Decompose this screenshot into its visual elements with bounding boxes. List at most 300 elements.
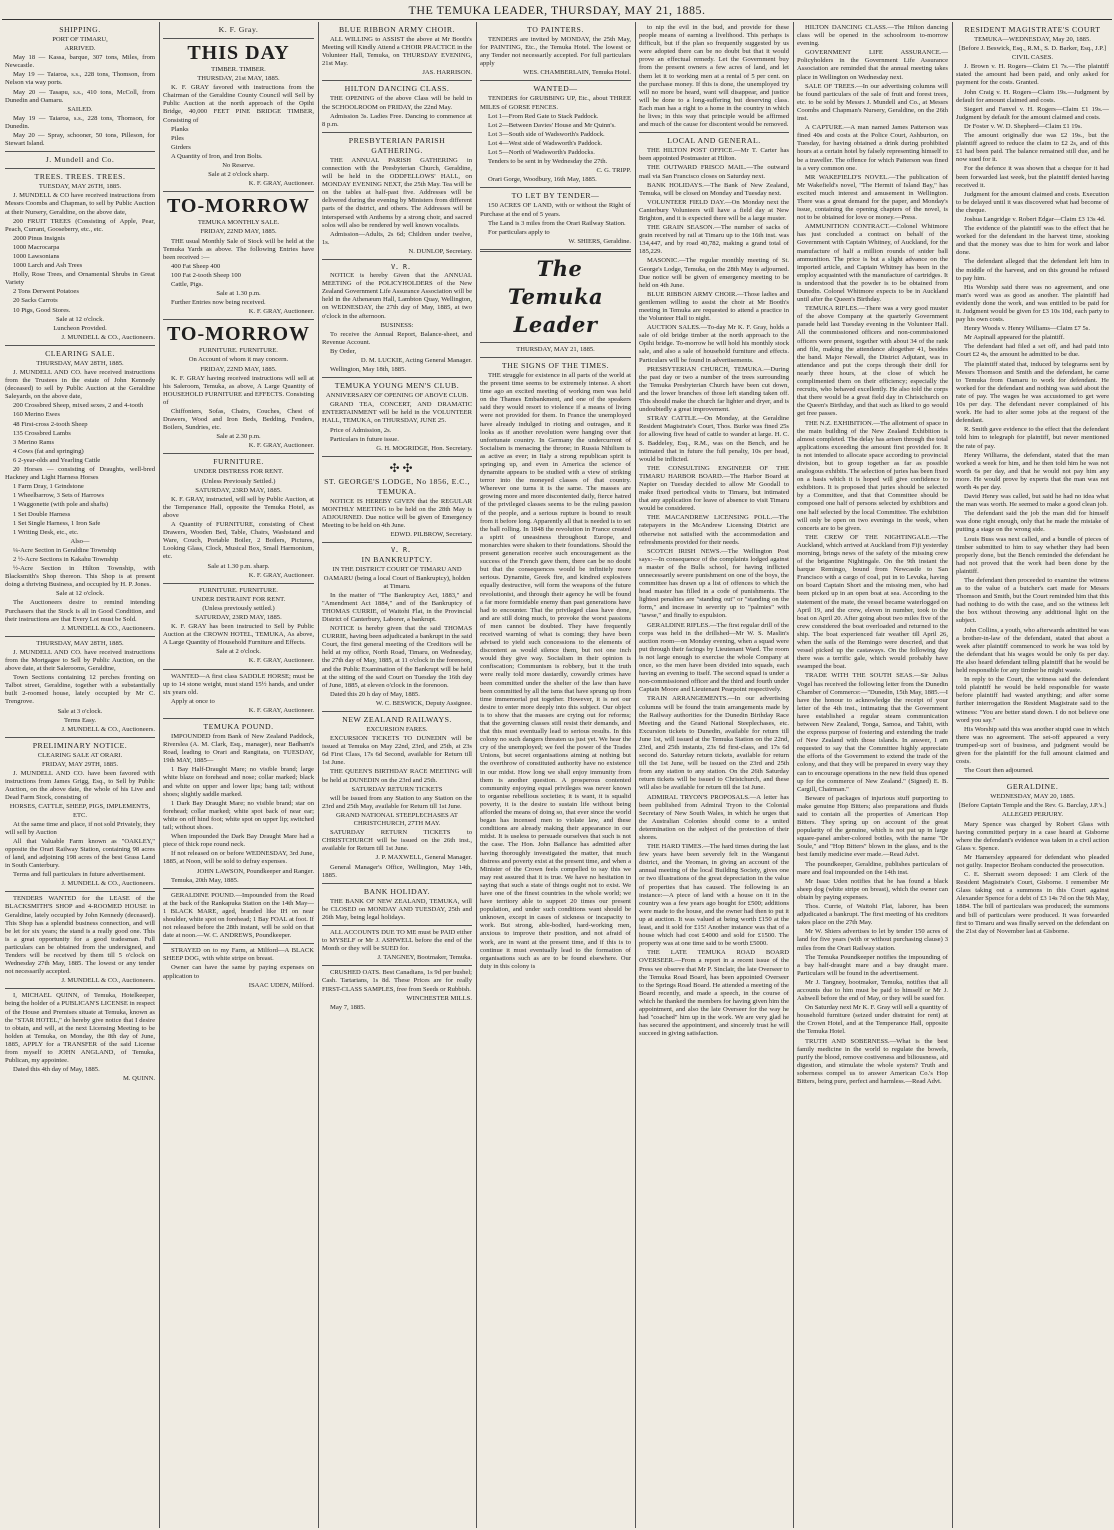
paragraph: STRAY CATTLE.—On Monday, at the Geraldine Resident Magistrate's Court, Thos. Burke was fined 25s for allowing five head of cattle to wander at large. H. C. S. Baddeley, Esq., R.M., was on the Bench, and he intimated that in future the full penalty, 10s per head, would be inflicted. [639,415,789,463]
paragraph: Wellington, May 18th, 1885. [330,366,407,374]
paragraph: J. MUNDELL AND CO. have received instructions from the Mortgagee to Sell by Public Auction, on the above date, at their Salerooms, Geraldine, [5,648,155,673]
centered-line: Also— [70,537,90,545]
signature-line: WINCHESTER MILLS. [406,994,472,1002]
separator-rule [163,669,314,670]
separator-rule [5,636,155,637]
paragraph: THE HARD TIMES.—The hard times during the last few years have been severely felt in the Wanganui district, and the Yeoman, in giving an account of the annual meeting of the local Building Society, gives one or two illustrations of the great depreciation in the value of properties that has caused. The following is an instance:—A piece of land with a house on it in the country was a few years ago bought for £500; additions were made to the house, and the owner had then to put it up at auction. It was valued at being worth £150 at the least, and it sold for £15! Another instance was that of a house which had cost £4000 and sold for £1500. The property was at one time said to be worth £5000. [639,843,789,948]
centered-line: No Reserve. [222,162,255,170]
column-rule [793,22,794,1528]
paragraph: ALL ACCOUNTS DUE TO ME must be PAID either to MYSELF or Mr J. ASHWELL before the end of the Month or they will be SUED for. [322,928,472,953]
paragraph: ½-Acre Section in Hilton Township, with Blacksmith's Shop thereon. This Shop is at present doing a thriving Business, and occupied by H. P. Jones. [5,565,155,589]
paragraph: GRAND TEA, CONCERT, AND DRAMATIC ENTERTAINMENT will be held in the VOLUNTEER HALL, TEMUKA, on THURSDAY, JUNE 25. [322,401,472,425]
centered-line: Sale at 12 o'clock. [55,590,105,598]
double-rule [480,249,631,252]
paragraph: Judgment for the amount claimed and costs. Execution to be delayed until it was discovered what had become of the cheque. [956,190,1109,214]
column-7 [956,24,1109,1526]
centered-line: UNDER DISTRAINT FOR RENT. [191,595,286,603]
section-heading: PRESBYTERIAN PARISH GATHERING. [348,135,446,155]
paragraph: BANK HOLIDAYS.—The Bank of New Zealand, Temuka, will be closed on Monday and Tuesday next. [639,181,789,197]
centered-line: TEMUKA MONTHLY SALE. [197,219,280,227]
signature-line: G. H. MOGRIDGE, Hon. Secretary. [376,444,472,452]
paragraph: The amount originally due was £2 19s., but the plaintiff agreed to reduce the claim to £2 2s, and of this £1 had been paid. The balance remained still due, and he now sued for it. [956,132,1109,164]
paragraph: The Land is 3 miles from the Orari Railway Station. [488,219,626,227]
separator-rule [322,132,472,133]
paragraph: The defendant had filed a set off, and had paid into Court £2 4s, the amount he admitted to be due. [956,343,1109,359]
separator-rule [163,191,314,192]
column-rule [318,22,319,1528]
display-heading: THIS DAY [187,42,290,64]
signature-line: J. TANGNEY, Bootmaker, Temuka. [377,954,472,962]
paragraph: ALL WILLING to ASSIST the above at Mr Booth's Meeting will Kindly Attend a CHOIR PRACTICE in the Volunteer Hall, Temuka, on THURSDAY EVENING, 21st May. [322,36,472,68]
paragraph: THE N.Z. EXHIBITION.—The allotment of space in the main building of the New Zealand Exhibition is almost completed. The delay has arisen through the total applications exceeding the amount first provided for. It is not intended to allocate space according to provincial division, but to group together as far as possible analogous exhibits. The selection of juries has been fixed on a basis which it is hoped will give confidence to exhibitors. It is proposed that juries should be selected by a Committee, and that that Committee should be composed one half of persons selected by exhibitors and one half selected by the local Committee. The exhibition will only be open on two evenings in the week, when concerts are to be given. [797,419,948,532]
separator-rule [163,38,314,39]
paragraph: 10 Pigs, Good Stores. [13,306,71,314]
section-heading: RESIDENT MAGISTRATE'S COURT [964,25,1101,34]
paragraph: John Craig v. H. Rogers—Claim 19s.—Judgment by default for amount claimed and costs. [956,88,1109,104]
paragraph: Mr Hamersley appeared for defendant who pleaded not guilty. Inspector Broham conducted the prosecution. [956,853,1109,869]
section-heading: K. F. Gray. [218,25,259,34]
paragraph: Mary Spence was charged by Robert Glass with having committed perjury in a case heard at Gisborne where the defendant's evidence was taken in a civil action Glass v. Spence. [956,820,1109,852]
paragraph: SATURDAY RETURN TICKETS to CHRISTCHURCH will be issued on the 26th inst., available for Return till 1st June. [322,829,472,853]
centered-line: (Unless Previously Settled.) [201,477,276,485]
signature-line: J. MUNDELL & CO., Auctioneers. [61,977,155,985]
paragraph: K. F. GRAY having received instructions will sell at his Saleroom, Temuka, as above, A Large Quantity of HOUSEHOLD FURNITURE and EFFECTS. Consisting of [163,374,314,406]
paragraph: J. Brown v. H. Rogers—Claim £1 7s.—The plaintiff stated the amount had been paid, and only asked for payment for the costs. Granted. [956,63,1109,87]
paragraph: CRUSHED OATS. Best Canadians, 1s 9d per bushel; Cash. Tartarians, 1s 8d. These Prices are for really FIRST-CLASS SAMPLES, free from Seeds or Rubbish. [322,969,472,993]
paragraph: 2 Tons Derwent Potatoes [13,288,79,296]
signature-line: K. F. GRAY, Auctioneer. [248,442,314,450]
paragraph: NOTICE IS HEREBY GIVEN that the REGULAR MONTHLY MEETING to be held on the 28th May is ADJOURNED. Due notice will be given of Emergency Meeting to be held on 4th June. [322,497,472,530]
column-4 [480,24,631,1526]
paragraph: Mr W. Shiers advertises to let by tender 150 acres of land for five years (with or without purchasing clause) 3 miles from the Orari Railway station. [797,928,948,952]
paragraph: On Saturday next Mr K. F. Gray will sell a quantity of household furniture (seized under distraint for rent) at the Crown Hotel, and at the Temperance Hall, opposite the Temuka Hotel. [797,1004,948,1036]
paragraph: All that Valuable Farm known as "OAKLEY," opposite the Orari Railway Station, containing 98 acres of land, and adjoining 198 acres of the best Grass Land in South Canterbury. [5,837,155,870]
centered-line: PORT OF TIMARU, [52,36,108,43]
paragraph: GOVERNMENT LIFE ASSURANCE.—Policyholders in the Government Life Assurance Association are reminded that the annual meeting takes place in Wellington on Wednesday next. [797,49,948,81]
column-rule [635,22,636,1528]
paragraph: By Order, [330,347,357,355]
column-2 [163,24,314,1526]
signature-line: J. MUNDELL & CO., Auctioneers. [61,725,155,733]
paragraph: Lot 2—Between Davies' House and Mr Quinn's. [488,121,616,129]
section-heading: LOCAL AND GENERAL. [667,136,761,146]
paragraph: David Henry was called, but said he had no idea what the man was worth. He seemed to make a good clean job. [956,493,1109,509]
separator-rule [322,711,472,712]
paragraph: TRADE WITH THE SOUTH SEAS.—Sir Julius Vogel has received the following letter from the Dunedin Chamber of Commerce:—"Dunedin, 15th May, 1885.—I have the honour to acknowledge the receipt of your letter of the 4th inst., intimating that the Government have established a regular steam communication between New Zealand, Tonga, Samoa, and Tahiti, with the express purpose of fostering and extending the trade of New Zealand with those islands. In answer, I am requested to say that the Committee highly appreciate the efforts of the Government to extend the trade of the colony, and that they will be prepared in every way they can to encourage operations in the new field thus opened up for the commerce of New Zealand." (Signed) E. B. Cargill, Chairman." [797,672,948,793]
paragraph: Temuka, 20th May, 1885. [171,876,239,884]
separator-rule [163,453,314,454]
paragraph: Further Entries now being received. [171,299,266,307]
paragraph: HILTON DANCING CLASS.—The Hilton dancing class will be opened in the schoolroom to-morrow evening. [797,24,948,48]
paragraph: Planks [171,125,189,133]
paragraph: When impounded the Dark Bay Draught Mare had a piece of thick rope round neck. [163,833,314,849]
centered-line: CIVIL CASES. [1011,54,1054,62]
paragraph: Admission 3s. Ladies Free. Dancing to commence at 8 p.m. [322,112,472,128]
paragraph: THE LATE TEMUKA ROAD BOARD OVERSEER.—From a report in a recent issue of the Press we observe that Mr P. Sinclair, the late Overseer to the Temuka Road Board, has been appointed Overseer to the Springs Road Board. He attended a meeting of the Board recently, and made a speech, in the course of which he thanked the members for having given him the appointment, and also the late Overseer for the way he had "coached" him up in the work. We are very glad he has secured the appointment, and sincerely trust he will succeed in giving satisfaction. [639,949,789,1038]
section-heading: NEW ZEALAND RAILWAYS. [342,715,452,724]
signature-line: J. MUNDELL & CO., Auctioneers. [61,624,155,632]
separator-rule [322,883,472,884]
section-heading: BLUE RIBBON ARMY CHOIR. [338,25,456,34]
centered-line: WEDNESDAY, MAY 20, 1885. [990,793,1075,801]
paragraph: Cattle, Pigs. [171,280,204,288]
centered-line: BUSINESS: [380,321,414,329]
centered-line: Sale at 12 o'clock. [55,315,105,323]
signature-line: K. F. GRAY, Auctioneer. [248,308,314,316]
paragraph: GERALDINE RIFLES.—The first regular drill of the corps was held in the drillshed—Mr W. S. Maslin's auction room—on Monday evening, when a squad were put through their facings by Lieutenant Ward. The room is not large enough to exercise the whole Company at once, so the men have been divided into squads, each having an evening to itself. The second squad is under a non-commissioned officer and the third and fourth under Captain Moore and Lieutenant Pearpoint respectively. [639,621,789,694]
centered-line: [Before J. Beswick, Esq., R.M., S. D. Barker, Esq., J.P.] [958,45,1107,53]
paragraph: THE CREW OF THE NIGHTINGALE.—The Auckland, which arrived at Auckland from Fiji yesterday morning, brings news of the safety of the missing crew of the brigantine Nightingale. On the 9th instant the barque Remingo, bound from Newcastle to San Francisco with a cargo of coal, put in to Levuka, having on board Captain Short and the missing men, who had been picked up in an open boat at sea. According to the statement of the mate, the vessel became waterlogged on April 19, and the crew, eleven in number, took to the boat on April 20. After going about two miles five of the crew considered the boat overloaded and returned to the ship. The boat experienced fair weather till April 26, when the sails of the Remingo were descried, and that vessel picked up the castaways. On the following day there was a terrific gale, which would probably have swamped the boat. [797,533,948,671]
centered-line: IN THE DISTRICT COURT OF TIMARU AND OAMARU (being a local Court of Bankruptcy), holden at Timaru. [323,566,471,590]
paragraph: For particulars apply to [488,228,550,236]
lodge-emblem: ✣ ✣ [389,460,413,475]
centered-line: GRAND NATIONAL STEEPLECHASES AT CHRISTCHURCH, 27TH MAY. [336,811,458,828]
paragraph: THE CONSULTING ENGINEER OF THE TIMARU HARBOR BOARD.—The Harbor Board at Napier on Tuesday decided to allow Mr Goodall to make fixed periodical visits to Timaru, but intimated that any application for leave of absence to visit Timaru would be considered. [639,464,789,513]
paragraph: THE HILTON POST OFFICE.—Mr T. Carter has been appointed Postmaster at Hilton. [639,147,789,163]
paragraph: Price of Admission, 2s. [330,426,392,434]
paragraph: 3 Merino Rams [13,438,55,446]
display-heading: TO-MORROW [166,323,311,346]
paragraph: The Temuka Poundkeeper notifies the impounding of a bay half-draught mare and a bay draught mare. Particulars will be found in the advertisement. [797,953,948,977]
signature-line: K. F. GRAY, Auctioneer. [248,571,314,579]
column-1 [5,24,155,1526]
paragraph: The Auctioneers desire to remind intending Purchasers that the Stock is all in Good Condition, and their instructions are that Every Lot must be Sold. [5,599,155,623]
paragraph: THE OPENING of the above Class will be held in the SCHOOLROOM on FRIDAY, the 22nd May. [322,95,472,111]
paragraph: TEMUKA RIFLES.—There was a very good muster of the above Company at the quarterly Government parade held last Tuesday evening in the Volunteer Hall. All the commissioned officers and non-commissioned officers were present, together with about 34 of the rank and file, making the attendance altogether 41, besides the band. Major Newall, the District Adjutant, was in attendance and put the corps through their drill for nearly three hours, at the close of which he complimented them on their efficiency; especially the recruits, who behaved excellently. He also told the corps that there would be a great field day in Christchurch on the Queen's Birthday, and that such as liked to go would get free passes. [797,305,948,418]
paragraph: 48 First-cross 2-tooth Sheep [13,420,88,428]
centered-line: ARRIVED. [64,45,96,53]
paragraph: Tenders to be sent in by Wednesday the 27th. [488,158,608,166]
centered-line: Sale at 2 o'clock sharp. [208,171,269,179]
royal-cipher: V. R. [391,546,411,555]
separator-rule [163,888,314,889]
section-heading: FURNITURE. [213,457,264,467]
signature-line: K. F. GRAY, Auctioneer. [248,706,314,714]
centered-line: Luncheon Provided. [53,324,107,332]
paragraph: General Manager's Office, Wellington, May 14th, 1885. [322,863,472,879]
paragraph: 1 Set Double Harness [13,510,71,518]
paragraph: will be issued from any Station to any Station on the 23rd and 25th May, available for Return till 1st June. [322,794,472,810]
centered-line: Sale at 1.30 p.m. sharp. [207,562,270,570]
section-heading: TEMUKA YOUNG MEN'S CLUB. [334,381,460,391]
centered-line: TUESDAY, MAY 26TH, 1885. [38,183,122,191]
paragraph: A Quantity of FURNITURE, consisting of Chest Drawers, Wooden Bed, Table, Chairs, Washstand and Ware, Couch, Portable Boiler, 2 Boilers, Pictures, Looking Glass, Clock, Musical Box, Small Harmonium, etc. [163,521,314,561]
section-heading: IN BANKRUPTCY. [361,555,433,565]
paragraph: Terms and full particulars in future advertisement. [13,871,146,879]
paragraph: Henry Woods v. Henry Williams—Claim £7 5s. [964,325,1091,333]
paragraph: K. F. GRAY favored with instructions from the Chairman of the Geraldine County Council will Sell by Public Auction at the north approach of the Opihi Bridge, 40,000 FEET PINE BRIDGE TIMBER, Consisting of [163,84,314,124]
paragraph: THE MACANDREW LICENSING POLL.—The ratepayers in the McAndrew Licensing District are otherwise not satisfied with the accommodation and refreshments provided for their needs. [639,514,789,546]
paragraph: 1 Dark Bay Draught Mare; no visible brand; star on forehead; collar marked; white spot back of near ear; white on off hind foot; white spot on upper lip; switched tail; without shoes. [163,799,314,832]
paragraph: MASONIC.—The regular monthly meeting of St. George's Lodge, Temuka, on the 28th May is adjourned. Due notice will be given of emergency meeting to be held on 4th June. [639,257,789,289]
separator-rule [163,583,314,584]
paragraph: Town Sections containing 12 perches fronting on Talbot street, Geraldine, together with a substantially built 2-roomed house, lately occupied by Mr C. Trengrove. [5,674,155,706]
paragraph: J. MUNDELL AND CO. have been favored with instructions from James Grigg, Esq., to Sell by Public Auction, on the above date, the whole of his Live and Dead Farm Stock, consisting of [5,770,155,802]
paragraph: 200 FRUIT TREES (Consisting of Apple, Pear, Peach, Currant, Gooseberry, etc., etc. [5,217,155,233]
separator-rule [639,132,789,133]
paragraph: 1 Waggonette (with pole and shafts) [13,501,109,509]
paragraph: Particulars in future issue. [330,435,399,443]
paragraph: THE ANNUAL PARISH GATHERING in connection with the Presbyterian Church, Geraldine, will be held in the ODDFELLOWS' HALL, on MONDAY EVENING NEXT, the 25th May. Tea will be on the tables at half-past five. Addresses will be delivered during the evening by Ministers from different parts of the district, and others. The Addresses will be interspersed with Anthems by a strong choir, and sacred solos will also be rendered by well known vocalists. [322,156,472,229]
paragraph: Mr J. Tangney, bootmaker, Temuka, notifies that all accounts due to him must be paid to himself or Mr J. Ashwell before the end of May, or they will be sued for. [797,978,948,1003]
paragraph: THE BANK OF NEW ZEALAND, TEMUKA, will be CLOSED on MONDAY AND TUESDAY, 25th and 26th May, being legal holidays. [322,897,472,921]
separator-rule [956,778,1109,779]
paragraph: 160 Merino Ewes [13,411,60,419]
paragraph: His Worship said this was another stupid case in which there was no agreement. The set-off appeared a very trumped-up sort of business, and judgment would be given for the plaintiff for the full amount claimed and costs. [956,725,1109,766]
paragraph: 20 Horses — consisting of Draughts, well-bred Hackney and Light Harness Horses [5,466,155,482]
separator-rule [5,345,155,346]
paragraph: 20 Sacks Carrots [13,297,58,305]
centered-line: Sale at 3 o'clock. [57,707,103,715]
centered-line: Sale at 1.30 p.m. [216,290,261,298]
separator-rule [163,718,314,719]
paragraph: WANTED—A first class SADDLE HORSE; must be up to 14 stone weight, must stand 15½ hands, and under six years old. [163,672,314,696]
separator-rule [480,80,631,81]
centered-line: ANNIVERSARY OF OPENING OF ABOVE CLUB. [325,392,469,400]
paragraph: The Court then adjourned. [964,767,1034,775]
paragraph: 1000 Lawsonians [13,252,60,260]
paragraph: NOTICE is hereby given that the said THOMAS CURRIE, having been adjudicated a bankrupt in the said Court, the first general meeting of the Creditors will be held at my office, North Road, Timaru, on Wednesday, the 27th day of May, 1885, at 11 o'clock in the forenoon, and the Public Examination of the Bankrupt will be held at the sitting of the said Court on Tuesday the 16th day of June, 1885, at eleven o'clock in the forenoon. [322,625,472,689]
paragraph: THE GRAIN SEASON.—The number of sacks of grain received by rail at Timaru up to the 16th inst. was 134,447, and by road 40,782, making a grand total of 185,229. [639,224,789,256]
paragraph: The defendant then proceeded to examine the witness as to the value of a butcher's cart made for Messrs Thomson and Smith, but the Court reminded him that this had nothing to do with the case, and so the witness left the box without throwing any additional light on the subject. [956,577,1109,625]
signature-line: D. M. LUCKIE, Acting General Manager. [360,357,472,364]
column-5 [639,24,789,1526]
paragraph: Admission—Adults, 2s 6d; Children under twelve, 1s. [322,230,472,246]
paragraph: TRUTH AND SOBERNESS.—What is the best family medicine in the world to regulate the bowels, purify the blood, remove costiveness and biliousness, aid digestion, and stimulate the whole system? Truth and soberness compel us to answer American Co.'s Hop Bitters, being pure, perfect and harmless.—Read Advt. [797,1037,948,1085]
paragraph: Mr Isaac Uden notifies that he has found a black sheep dog (white stripe on breast), which the owner can obtain by paying expenses. [797,877,948,901]
paragraph: The plaintiff stated that, induced by telegrams sent by Messrs Thomson and Smith and the defendant, he came to Temuka from Oamaru to work for defendant. He worked for the defendant and nothing was said about the rate of pay. The wages he was accustomed to get were 10s per day. The defendant never complained of his work. He had to alter some jobs at the request of the defendant. [956,360,1109,425]
centered-line: THURSDAY, MAY 28TH, 1885. [36,639,124,647]
signature-line: W. C. BESWICK, Deputy Assignee. [375,699,472,707]
paragraph: Beware of packages of injurious stuff purporting to make genuine Hop Bitters; also preparations and fluids said to contain all the properties of American Hop Bitters. They spring up on account of the great popularity of the genuine, which is not put up in large square-panel amber-colored bottles, with the name "Dr Soule," and "Hop Bitters" blown in the glass, and is the best family medicine ever made.—Read Advt. [797,794,948,859]
paragraph: 1 Wheelbarrow, 3 Sets of Harrows [13,492,105,500]
paragraph: I, MICHAEL QUINN, of Temuka, Hotelkeeper, being the holder of a PUBLICAN'S LICENSE in respect of the House and Premises situate at Temuka, known as the "STAR HOTEL," do hereby give notice that I desire to obtain, and will, at the next Licensing Meeting to be holden at Temuka, on Monday, the 8th day of June, 1885, APPLY for a TRANSFER of the said License from myself to JOHN ANGLAND, of Temuka, Publican, my appointee. [5,992,155,1065]
centered-line: [Before Captain Temple and the Rev. G. Barclay, J.P.'s.] [958,802,1107,810]
paragraph: GERALDINE POUND.—Impounded from the Road at the back of the Rankapuka Station on the 14th May—1 BLACK MARE, aged, branded like IH on near shoulder, white spot on forehead; 1 Bay FOAL at foot. If not released before the 28th instant, will be sold on that date at noon.—W. C. ANDREWS, Poundkeeper. [163,891,314,940]
centered-line: FRIDAY, 22ND MAY, 1885. [200,365,277,373]
masthead: THE TEMUKA LEADER, THURSDAY, MAY 21, 1885. [408,3,706,17]
paragraph: VOLUNTEER FIELD DAY.—On Monday next the Canterbury Volunteers will have a field day at New Brighton, and it is expected there will be a large muster. [639,198,789,222]
paragraph: ADMIRAL TRYON'S PROPOSALS.—A letter has been published from Admiral Tryon to the Colonial Secretary of New South Wales, in which he urges that the Australian Colonies should come to a united determination on the subject of the protection of their shores. [639,793,789,841]
paragraph: 200 Crossbred Sheep, mixed sexes, 2 and 4-tooth [13,402,144,410]
paragraph: SCOTCH IRISH NEWS.—The Wellington Post says:—In consequence of the complaints lodged against a master of the Bulls school, for having inflicted unnecessarily severe punishment on one of the boys, the committee has drawn up a list of offences to which the head master has filled in a code of punishments. The lightest penalties are "standing out" or "standing on the form," and increase in severity up to "palmies" with "tawse," and finally to expulsion. [639,547,789,620]
centered-line: Sale at 2.30 p.m. [216,433,261,441]
centered-line: THURSDAY, MAY 28TH, 1885. [36,359,124,367]
paragraph: K. F. GRAY, instructed, will sell by Public Auction, at the Temperance Hall, opposite the Temuka Hotel, as above [163,495,314,519]
paragraph: A CAPTURE.—A man named James Patterson was fined 40s and costs at the Police Court, Ashburton, on Tuesday, for having obtained a drink during prohibited hours at a certain hotel by falsely representing himself to be a traveller. The offence for which Patterson was fined is a very common one. [797,124,948,172]
paragraph: MR WAKEFIELD'S NOVEL.—The publication of Mr Wakefield's novel, "The Hermit of Island Bay," has excited much interest and amusement in Wellington. There was a great demand for the paper, and Monday's issue, containing the opening chapters of the novel, is not to be obtained for love or money.—Press. [797,173,948,222]
centered-line: (Unless previously settled.) [202,604,275,612]
paragraph: In the matter of "The Bankruptcy Act, 1883," and "Amendment Act 1884," and of the Bankruptcy of THOMAS CURRIE, of Waitohi Flat, in the Provincial District of Canterbury, Laborer, a bankrupt. [322,591,472,623]
paragraph: PRESBYTERIAN CHURCH, TEMUKA.—During the past day or two a number of the trees surrounding the Temuka Presbyterian Church have been cut down, and the lower branches of those left standing taken off. This should make the church far lighter and dryer, and is undoubtedly a great improvement. [639,365,789,414]
display-heading: TO-MORROW [166,195,311,218]
paragraph: NOTICE is hereby Given that the ANNUAL MEETING of the POLICYHOLDERS of the New Zealand Government Life Assurance Association will be held in the Athenæum Hall, Lambton Quay, Wellington, on WEDNESDAY, the 27th day of May, 1885, at two o'clock in the afternoon. [322,272,472,320]
separator-rule [480,357,631,358]
paragraph: May 18 — Kassa, barque, 307 tons, Miles, from Newcastle. [5,54,155,70]
paragraph: Owner can have the same by paying expenses on application to [163,964,314,980]
separator-rule [163,943,314,944]
paragraph: R. Smith gave evidence to the effect that the defendant told him to telegraph for plaintiff, but never mentioned the rate of pay. [956,426,1109,450]
centered-line: THURSDAY, 21st MAY, 1885. [197,75,280,83]
paragraph: Chiffoniers, Sofas, Chairs, Couches, Chest of Drawers, Wood and Iron Beds, Bedding, Fenders, Boilers, Sundries, etc. [163,408,314,432]
column-rule [476,22,477,1528]
paragraph: THE QUEEN'S BIRTHDAY RACE MEETING will be held at DUNEDIN on the 23rd and 25th. [322,768,472,784]
paragraph: 1 Bay Half-Draught Mare; no visible brand; large white blaze on forehead and nose; collar marked; black and white on upper and lower lips; bang tail; without shoes; slightly saddle marked. [163,766,314,798]
paragraph: The poundkeeper, Geraldine, publishes particulars of mare and foal impounded on the 14th inst. [797,860,948,876]
signature-line: N. DUNLOP, Secretary. [408,247,472,255]
paragraph: In reply to the Court, the witness said the defendant told plaintiff he would be held responsible for waste before plaintiff had wasted anything; and after some further interrogation the Resident Magistrate said to the witness: "You are better stand down. I do not believe one word you say." [956,676,1109,724]
section-heading: TEMUKA POUND. [203,722,274,731]
paragraph: THE usual Monthly Sale of Stock will be held at the Temuka Yards as above. The following Entries have been received :— [163,237,314,261]
section-heading: CLEARING SALE. [45,348,115,358]
paragraph: J. MUNDELL & CO have received instructions from Messrs Coombs and Chapman, to sell by Public Auction at their Nursery, Geraldine, on the above date, [5,192,155,216]
royal-cipher: V. R. [391,262,411,271]
section-heading: TO PAINTERS. [527,25,584,34]
separator-rule [322,377,472,378]
paragraph: BLUE RIBBON ARMY CHOIR.—Those ladies and gentlemen willing to assist the choir at Mr Booth's meeting in Temuka are requested to attend a practice in the Volunteer Hall to night. [639,290,789,323]
column-rule [159,22,160,1528]
section-heading: GERALDINE. [1006,782,1059,792]
signature-line: J. MUNDELL & CO., Auctioneers. [61,333,155,341]
paragraph: May 19 — Taiaroa, s.s., 228 tons, Thomson, from Nelson via way ports. [5,71,155,87]
separator-rule [322,965,472,966]
centered-line: HORSES, CATTLE, SHEEP, PIGS, IMPLEMENTS, ETC. [9,803,151,819]
paragraph: Lot 1—From Red Gate to Stack Paddock. [488,112,599,120]
column-6 [797,24,948,1526]
centered-line: THURSDAY, MAY 21, 1885. [516,345,595,353]
paragraph: Lot 5—North of Wadsworth's Paddocks. [488,149,595,157]
separator-rule [5,988,155,989]
paragraph: THE struggle for existence in all parts of the world at the present time seems to be extremely intense. A short time ago an excited meeting of working men was held on the Thames Embankment, and one of the speakers said they would resort to violence if a means of living were not provided for them. In France the unemployed have already indulged in rioting and outrages, and it looks as if another revolution were hanging over that unfortunate country. In Germany the undercurrent of Socialism is menacing the throne; in Russia Nihilism is as active as ever; in Italy a strong republican spirit is springing up, and even in America the science of dynamite appears to be studied with a view of striking terror into the moneyed classes of that country. Wherever one turns it is the same. The masses are growing more and more discontented daily, fierce hatred of the privileged classes seems to be the ruling passion of the people, and a serious rupture is bound to result from it before long. Apparently all that is needed is to set the ball rolling. In 1848 the revolution in France created a spirit of uneasiness throughout Europe, and monarchies were shaken to their foundations. Should the present generation receive such encouragement as the success of the French gave them, there can be no doubt but that the consequences would be infinitely more serious. Dynamite, Greek fire, and kindred explosives equally destructive, will form the weapons of the future revolutionist, and through their agency he will be found a far more formidable enemy than past generations have had to encounter. That the privileged class have done, and are still doing much, to provoke the worst passions of men cannot be doubted. They have frequently received warning of what is coming; they have been advised to yield such concessions to the elements of discontent as would silence them, but not one inch would they give way. Socialism in their opinion is confiscation; Communism is robbery, but it the truth were really told more dastardly, cowardly crimes have been committed under the shelter of the law than have been committed by all the isms that have sprung up from time immemorial put together. However, it is not our desire to enter more deeply into this subject. Our object is to show that the masses are crying out for reforms; that the governing classes still resist their demands, and that this must eventually lead to serious results. In this colony no such dangers threaten us just yet. We hear the cry of the unemployed; we feel the power of the Trades Unions, but secret organisations aiming at nothing but the overthrow of constituted authority have no existence in our midst. How long we shall enjoy immunity from them is another question. A prosperous contented community enjoying equal privileges was never known to organise rebellious societies; it is want, it is squalid poverty, it is the desire to sustain life without being afforded the means of doing so, that ever since the world began has incensed men to violate law, and these conditions are already making their appearance in our midst. It is useless to persuade ourselves that such is not the case. The Hon. John Ballance has admitted after having thoroughly investigated the matter, that much distress and poverty exist at the present time, and when a Minister of the Crown feels compelled to say this we may rest assured that it is true. We have no hesitation in saying that such a state of things ought not to exist. We have one of the finest countries in the whole world; we have territory able to support 20 times our present population, and under such conditions want should be unknown, except in cases of sickness or incapacity to work. But strong, able-bodied, hard-working men, anxious to improve their position, and not afraid of work, are in want at the present time, and if this is to continue it must eventually lead to the formation of organisations such as are to be found elsewhere. Our duty in this colony is [480,371,631,970]
paragraph: 135 Crossbred Lambs [13,429,71,437]
section-heading: TO LET BY TENDER— [511,191,600,201]
paragraph: TRAIN ARRANGEMENTS.—In our advertising columns will be found the train arrangements made by the Railway authorities for the Dunedin Birthday Race Meeting and the Grand National Steeplechases, etc. Excursion tickets to Dunedin, available for return till June 1st, will issued at the Temuka Station on the 22nd, 23rd, and 25th instants, 23s 6d first-class, and 17s 6d second do. Saturday return tickets, available for return till the 1st June, will be issued on the 23rd and 25th from any station to any station. On the 26th Saturday return tickets will be issued to Christchurch, and these will also be available for return till the 1st June. [639,695,789,792]
paragraph: TENDERS are invited by MONDAY, the 25th May, for PAINTING, Etc., the Temuka Hotel. The lowest or any Tender not necessarily accepted. For full particulars apply [480,36,631,68]
paragraph: Siegert and Fanvel v. H. Rogers—Claim £1 19s.—Judgment by default for the amount claimed and costs. [956,105,1109,121]
signature-line: JOHN LAWSON, Poundkeeper and Ranger. [196,867,314,875]
paragraph: EXCURSION TICKETS TO DUNEDIN will be issued at Temuka on May 22nd, 23rd, and 25th, at 23s 6d First Class, 17s 6d Second, available for Return till 1st June. [322,735,472,767]
paragraph: The evidence of the plaintiff was to the effect that he worked for the defendant in the harvest time, stooking and that the money was due to him for work and labor done. [956,225,1109,257]
paragraph: 1000 Macrocarpa [13,243,60,251]
paragraph: Apply at once to [171,697,215,705]
signature-line: W. SHIERS, Geraldine. [568,237,631,245]
paragraph: May 20 — Tasapu, s.s., 410 tons, McColl, from Dunedin and Oamaru. [5,88,155,104]
centered-line: FRIDAY, 22ND MAY, 1885. [200,228,277,236]
section-heading: PRELIMINARY NOTICE. [32,740,128,750]
paragraph: STRAYED on to my Farm, at Milford—A BLACK SHEEP DOG, with white stripe on breast. [163,947,314,963]
paragraph: May 19 — Taiaroa, s.s., 228 tons, Thomson, for Dunedin. [5,114,155,130]
signature-line: K. F. GRAY, Auctioneer. [248,657,314,665]
paragraph: 1 Writing Desk, etc., etc. [13,528,79,536]
centered-line: SATURDAY RETURN TICKETS [351,785,443,793]
centered-line: FURNITURE. FURNITURE. [199,586,278,594]
paragraph: Louis Buss was next called, and a bundle of pieces of timber submitted to him to say whether they had been properly done, but the Bench reminded the defendant he had not proved that the work had been done by the plaintiff. [956,535,1109,575]
paragraph: IMPOUNDED from Bank of New Zealand Paddock, Riverslea (A. M. Clark, Esq., manager), near Badham's Road, leading to Orari and Rangitata, on TUESDAY, 19th MAY, 1885— [163,733,314,765]
paragraph: 1000 Larch and Ash Trees [13,262,83,270]
paragraph: C. E. Sherratt sworn deposed: I am Clerk of the Resident Magistrate's Court, Gisborne. I remember Mr Glass taking out a summons in this Court against Alexander Spence for a debt of £3 14s 7d on the 9th May, 1884. The bill of particulars was produced; the summons and bill of particulars were produced. It was forwarded first to Timaru and was finally served on the defendant on the 21st day of November last at Gisborne. [956,871,1109,935]
centered-line: ALLEGED PERJURY. [1001,811,1064,819]
paragraph: 100 Fat 2-tooth Sheep 100 [171,271,241,279]
paragraph: Thos. Currie, of Waitohi Flat, laborer, has been adjudicated a bankrupt. The first meeting of his creditors takes place on the 27th May. [797,903,948,927]
signature-line: K. F. GRAY, Auctioneer. [248,180,314,188]
paragraph: Lot 4—West side of Wadsworth's Paddock. [488,139,603,147]
signature-line: JAS. HARRISON. [422,69,472,77]
separator-rule [163,319,314,320]
separator-rule [5,168,155,169]
section-heading: SHIPPING. [59,25,101,34]
newspaper-nameplate: The Temuka Leader [507,255,604,337]
paragraph: May 7, 1885. [330,1003,366,1011]
paragraph: AMMUNITION CONTRACT.—Colonel Whitmore has just concluded a contract on behalf of the Government with Captain Whitney, of Auckland, for the manufacture of half a million rounds of snider ball ammunition. The price is but a slight advance on the imported article, and Captain Whitney has been in the employ acquainted with the manufacture of cartridges. It is understood that the powder is to be obtained from Dunedin. Colonel Whitmore expects to be in Auckland until after the Queen's Birthday. [797,223,948,304]
paragraph: Piles [171,134,184,142]
centered-line: Terms Easy. [63,716,97,724]
paragraph: K. F. GRAY has been instructed to Sell by Public Auction at the CROWN HOTEL, TEMUKA, As above, A Large Quantity of Household Furniture and Effects. [163,623,314,647]
separator-rule [5,891,155,892]
signature-line: ISAAC UDEN, Milford. [248,981,314,989]
section-heading: ST. GEORGE'S LODGE, No 1856, E.C., TEMUKA. [324,476,470,496]
centered-line: FURNITURE. FURNITURE. [199,347,278,355]
centered-line: SAILED. [67,105,93,113]
paragraph: 1 Set Single Harness, 1 Iron Safe [13,519,101,527]
paragraph: ¼-Acre Section in Geraldine Township [13,546,117,554]
paragraph: SALE OF TREES.—In our advertising columns will be found particulars of the sale of fruit and forest trees, etc. to be sold by Messrs J. Mundell and Co., at Messrs Coombs and Chapman's Nursery, Geraldine, on the 26th inst. [797,82,948,123]
centered-line: FRIDAY, MAY 29TH, 1885. [41,760,119,768]
paragraph: Orari Gorge, Woodbury, 16th May, 1885. [488,176,597,184]
paragraph: 6 2-year-olds and Yearling Cattle [13,456,101,464]
signature-line: J. MUNDELL & CO., Auctioneers. [61,880,155,888]
signature-line: WES. CHAMBERLAIN, Temuka Hotel. [523,69,631,77]
signature-line: M. QUINN. [122,1075,155,1083]
section-heading: THE SIGNS OF THE TIMES. [501,360,610,370]
separator-rule [480,187,631,188]
paragraph: TENDERS for GRUBBING UP, Etc., about THREE MILES of GORSE FENCES. [480,95,631,111]
paragraph: The defendant alleged that the defendant left him in the middle of the harvest, and on this ground he refused to pay him. [956,258,1109,282]
section-heading: J. Mundell and Co. [45,155,115,165]
paragraph: Dated this 4th day of May, 1885. [13,1066,100,1074]
paragraph: Joshua Langridge v. Robert Edgar—Claim £3 13s 4d. [964,215,1106,223]
signature-line: J. P. MAXWELL, General Manager. [375,854,472,862]
separator-rule [322,456,472,457]
paragraph: His Worship said there was no agreement, and one man's word was as good as another. The plaintiff had evidently done the work, and was entitled to be paid for it. Judgment would be given for £3 10s 10d, each party to pay his own costs. [956,283,1109,324]
centered-line: CLEARING SALE AT ORARI. [37,751,123,759]
paragraph: For the defence it was shown that a cheque for it had been forwarded last week, but the plaintiff denied having received it. [956,165,1109,189]
column-rule [952,22,953,1528]
paragraph: The defendant said the job the man did for himself was done right enough, only that he made the mistake of putting a stage on the wrong side. [956,510,1109,534]
paragraph: Dated this 20 h day of May, 1885. [330,690,420,698]
masthead-rule [2,19,1112,20]
centered-line: Sale at 2 o'clock. [216,648,261,656]
separator-rule [322,259,472,260]
paragraph: 4 Cows (fat and springing) [13,447,84,455]
centered-line: UNDER DISTRESS FOR RENT. [193,468,284,476]
signature-line: C. G. TRIPP. [596,167,631,175]
paragraph: Lot 3—South side of Wadsworth's Paddock. [488,130,605,138]
paragraph: 1 Farm Dray, 1 Grindstone [13,483,84,491]
paragraph: Dr Foster v. W. D. Shepherd—Claim £1 19s. [964,122,1083,130]
separator-rule [322,80,472,81]
paragraph: Girders [171,143,191,151]
paragraph: Mr Aspinall appeared for the plaintiff. [964,334,1065,342]
section-heading: BANK HOLIDAY. [363,886,431,896]
section-heading: HILTON DANCING CLASS. [344,84,450,94]
paragraph: 2000 Pinus Insignis [13,234,66,242]
paragraph: Henry Williams, the defendant, stated that the man worked a week for him, and he then told him he was not worth 6s per day, and that he would not pay him any more. He would prove by experts that the man was not worth 4s per day. [956,451,1109,491]
separator-rule [322,542,472,543]
paragraph: 2 ½-Acre Sections in Kakahu Township [13,555,119,563]
paragraph: AUCTION SALES.—To-day Mr K. F. Gray, holds a sale of old bridge timber at the north approach to the Opihi bridge. To-morrow he will hold his monthly stock sale, and also a sale of household furniture and effects. Particulars will be found in advertisements. [639,324,789,364]
paragraph: 150 ACRES OF LAND, with or without the Right of Purchase at the end of 5 years. [480,202,631,218]
paragraph: TENDERS WANTED for the LEASE of the BLACKSMITH'S SHOP and 4-ROOMED HOUSE in Geraldine, lately occupied by John Kennedy (deceased). This Shop has a splendid business connection, and will be let for six years; the stand is a really good one. This is a great opportunity for a good tradesman. Full particulars can be obtained from the undersigned, and Tenders will be received by them till 5 o'clock on Wednesday 27th May, 1885. The lowest or any tender not necessarily accepted. [5,895,155,976]
